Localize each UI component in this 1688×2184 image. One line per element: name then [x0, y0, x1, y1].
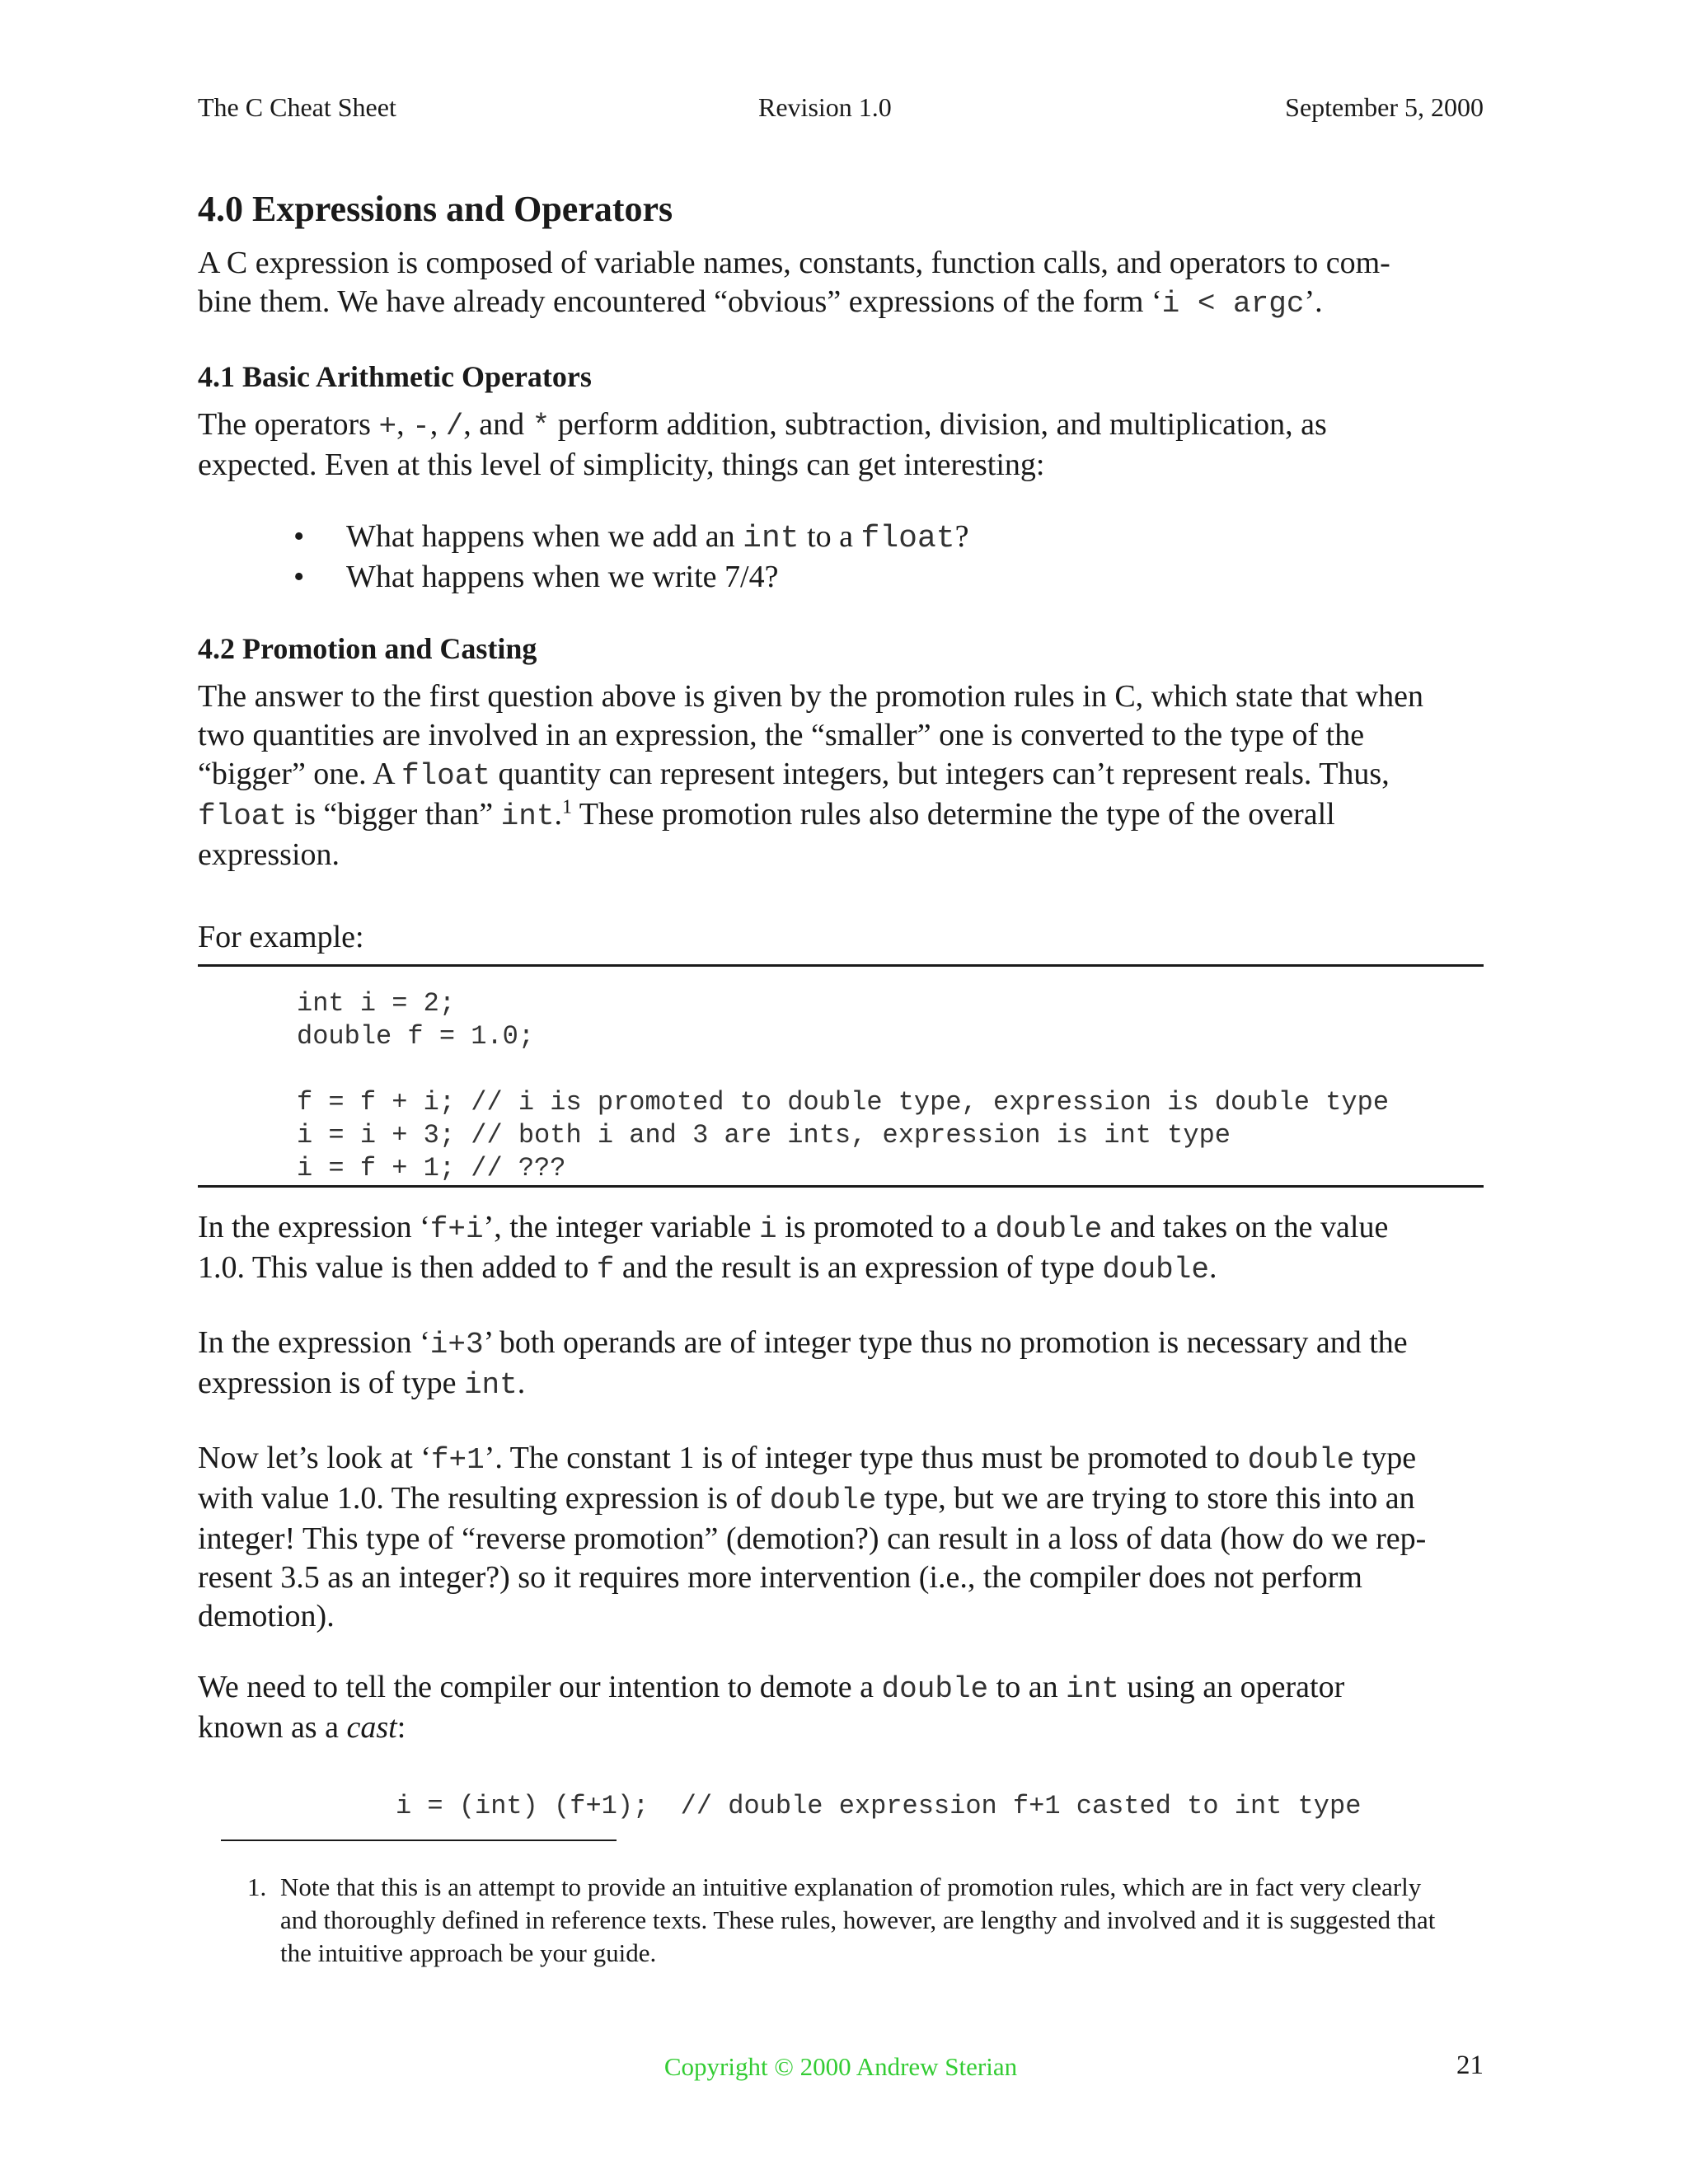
question-list [293, 518, 968, 596]
bullet-icon: • [293, 560, 305, 594]
list-item: • What happens when we write 7/4? [293, 560, 779, 594]
code-block: int i = 2; double f = 1.0; f = f + i; // i is promoted to double type, expression is double type i = i + 3; // both i and 3 are ints, expression is int type i = f + 1; // ??? [297, 988, 1390, 1183]
footnote-number: 1. [247, 1872, 267, 1901]
page-number: 21 [1456, 2050, 1484, 2080]
for-example-label: For example: [198, 920, 364, 954]
header-revision: Revision 1.0 [758, 92, 892, 122]
explain-paragraph-4: We need to tell the compiler our intention to demote a double to an int using an operator known as a cast: [198, 1670, 1345, 1745]
code-block-bottom-rule [198, 1185, 1484, 1188]
explain-paragraph-1: In the expression ‘f+i’, the integer variable i is promoted to a double and takes on the value 1.0. This value is then added to f and the result is an expression of type double. [198, 1210, 1389, 1286]
arith-paragraph: The operators +, -, /, and * perform addition, subtraction, division, and multiplication, as expected. Even at this level of simplicity, things can get interesting: [198, 407, 1327, 482]
list-item: • What happens when we add an int to a float? [293, 519, 969, 556]
inline-code: i < argc [1161, 287, 1305, 321]
copyright-notice: Copyright © 2000 Andrew Sterian [663, 2052, 1018, 2081]
footnote-ref: 1 [561, 796, 572, 818]
header-date: September 5, 2000 [1285, 92, 1484, 122]
promo-paragraph: The answer to the first question above is given by the promotion rules in C, which state that when two quantities are involved in an expression, the “smaller” one is converted to the type of the “bigger” one. A float quantity can represent integers, but integers can’t represent reals. Thus, float is “bigger than” int.$^1$ These promotion rules also determine the type of the overall expression. [198, 679, 1423, 872]
header-title: The C Cheat Sheet [198, 92, 396, 122]
explain-paragraph-2: In the expression ‘i+3’ both operands are of integer type thus no promotion is necessary and the expression is of type int. [198, 1325, 1408, 1402]
section-intro: A C expression is composed of variable names, constants, function calls, and operators to com- bine them. We have already encountered “obvious” expressions of the form ‘i < argc’. [198, 246, 1390, 321]
cast-example-code: i = (int) (f+1); // double expression f+1 casted to int type [396, 1791, 1362, 1821]
explain-paragraph-3: Now let’s look at ‘f+1’. The constant 1 is of integer type thus must be promoted to double type with value 1.0. The resulting expression is of double type, but we are trying to store this into an integer! This type of “reverse promotion” (demotion?) can result in a loss of data (how do we rep- resent 3.5 as an integer?) so it requires more intervention (i.e., the compiler does not perform demotion). [198, 1441, 1427, 1633]
footnote [247, 1871, 1451, 1970]
subsection-title-promo: 4.2 Promotion and Casting [198, 632, 537, 665]
running-header [198, 92, 1484, 125]
section-title: 4.0 Expressions and Operators [198, 189, 673, 229]
footnote-text: Note that this is an attempt to provide an intuitive explanation of promotion rules, which are in fact very clearly and thoroughly defined in reference texts. These rules, however, are lengthy and involved and it is suggested that the intuitive approach be your guide. [280, 1872, 1436, 1967]
footnote-separator [221, 1840, 617, 1841]
subsection-title-arith: 4.1 Basic Arithmetic Operators [198, 360, 592, 393]
bullet-icon: • [293, 519, 305, 554]
document-page [198, 0, 1484, 2184]
code-block-top-rule [198, 964, 1484, 967]
